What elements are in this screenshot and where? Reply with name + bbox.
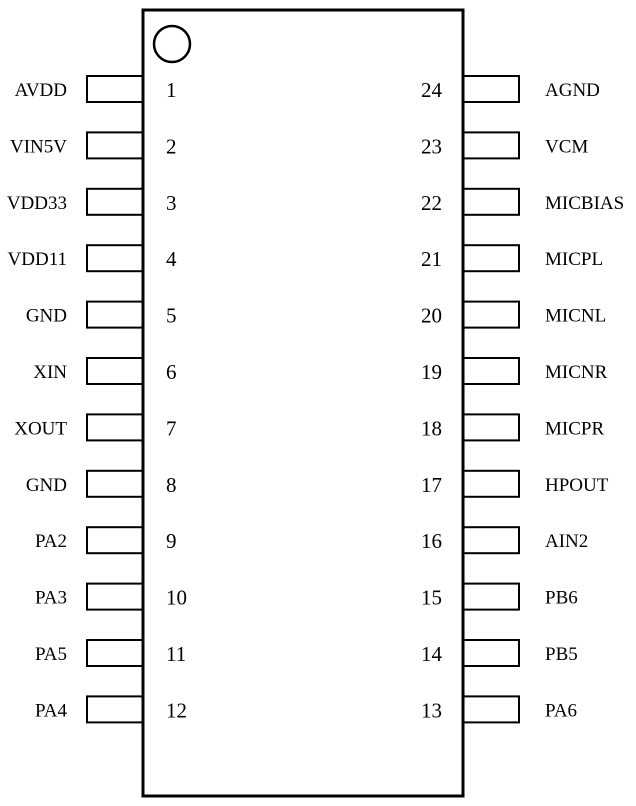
- pin-15: [421, 584, 578, 610]
- pin-name-label: AGND: [545, 80, 600, 101]
- pin-6: [33, 358, 176, 384]
- pin-name-label: MICPR: [545, 418, 605, 440]
- pin-lead: [463, 584, 519, 610]
- pin-11: [35, 640, 186, 666]
- pin-lead: [87, 302, 143, 328]
- pin-number-label: 10: [166, 585, 187, 610]
- pin-10: [35, 584, 187, 610]
- pin-number-label: 21: [421, 247, 442, 272]
- pin-name-label: PA2: [34, 531, 67, 553]
- pin-number-label: 23: [421, 134, 442, 159]
- pin-number-label: 14: [421, 642, 442, 666]
- pin-name-label: XIN: [33, 362, 67, 383]
- pin-number-label: 15: [421, 585, 442, 610]
- pin-name-label: AIN2: [545, 531, 589, 553]
- pin-22: [421, 189, 624, 215]
- pin-number-label: 12: [166, 698, 187, 723]
- pin-18: [421, 414, 604, 440]
- pin-name-label: AVDD: [14, 80, 67, 101]
- pin-lead: [87, 696, 143, 722]
- chip-body: [143, 10, 463, 796]
- pin-8: [26, 471, 177, 497]
- pin-number-label: 2: [166, 134, 177, 159]
- pin-7: [14, 414, 176, 440]
- pin-20: [421, 302, 606, 328]
- pin-number-label: 17: [421, 472, 442, 497]
- pin-1: [15, 76, 177, 102]
- pin-lead: [87, 358, 143, 384]
- pin-number-label: 19: [421, 360, 442, 384]
- pin-lead: [463, 471, 519, 497]
- pin-lead: [87, 132, 143, 158]
- pin-name-label: VIN5V: [10, 136, 67, 158]
- pin-14: [421, 640, 578, 666]
- pin-lead: [87, 414, 143, 440]
- pin-number-label: 16: [421, 529, 442, 554]
- pin-name-label: VDD11: [7, 249, 67, 271]
- pin-name-label: MICBIAS: [545, 192, 625, 214]
- pin-name-label: XOUT: [14, 418, 67, 440]
- pin-lead: [463, 189, 519, 215]
- pin-number-label: 20: [421, 303, 442, 328]
- pin-16: [421, 527, 588, 553]
- pin-lead: [87, 640, 143, 666]
- pin-13: [421, 696, 577, 722]
- pin-lead: [87, 189, 143, 215]
- pin-number-label: 9: [166, 529, 177, 554]
- pin-5: [26, 302, 177, 328]
- pin-name-label: PA3: [34, 587, 67, 609]
- pin-name-label: MICPL: [545, 249, 604, 271]
- pin-name-label: PA5: [34, 644, 67, 665]
- right-pin-column: [421, 76, 624, 722]
- pin-lead: [463, 245, 519, 271]
- pin-number-label: 1: [166, 78, 177, 102]
- pin-4: [8, 245, 177, 271]
- pin-name-label: PB6: [545, 587, 578, 609]
- pin-number-label: 6: [166, 360, 177, 384]
- pin-name-label: GND: [25, 305, 67, 327]
- pin-lead: [463, 302, 519, 328]
- pin-number-label: 22: [421, 190, 442, 215]
- pin-lead: [87, 76, 143, 102]
- pin-lead: [87, 527, 143, 553]
- pin-lead: [463, 640, 519, 666]
- pin-name-label: MICNL: [545, 305, 607, 327]
- pin-lead: [87, 245, 143, 271]
- pin-name-label: MICNR: [545, 362, 608, 383]
- pin-name-label: PB5: [545, 644, 578, 665]
- pin-lead: [463, 527, 519, 553]
- pin-9: [35, 527, 177, 553]
- pin-3: [7, 189, 177, 215]
- pin-lead: [463, 696, 519, 722]
- pin1-orientation-mark: [154, 26, 190, 62]
- pin-2: [10, 132, 177, 158]
- pin-name-label: PA4: [34, 700, 67, 722]
- pin-23: [421, 132, 588, 158]
- pin-name-label: PA6: [545, 700, 578, 722]
- pin-name-label: GND: [25, 474, 67, 496]
- pin-name-label: HPOUT: [545, 474, 609, 496]
- pin-name-label: VDD33: [6, 192, 67, 214]
- pin-number-label: 24: [421, 78, 442, 102]
- pin-12: [35, 696, 187, 722]
- pin-number-label: 8: [166, 472, 177, 497]
- left-pin-column: [7, 76, 187, 722]
- pin-lead: [87, 471, 143, 497]
- pin-lead: [463, 414, 519, 440]
- pin-number-label: 3: [166, 190, 177, 215]
- pin-number-label: 11: [166, 642, 187, 666]
- pin-21: [421, 245, 603, 271]
- pin-number-label: 18: [421, 416, 442, 441]
- pin-name-label: VCM: [545, 136, 589, 158]
- pin-lead: [87, 584, 143, 610]
- pin-lead: [463, 76, 519, 102]
- pin-24: [421, 76, 600, 102]
- pin-17: [421, 471, 609, 497]
- pin-number-label: 4: [166, 247, 177, 272]
- pin-lead: [463, 132, 519, 158]
- pin-number-label: 7: [166, 416, 177, 441]
- pin-19: [421, 358, 608, 384]
- pin-number-label: 5: [166, 303, 177, 328]
- pin-number-label: 13: [421, 698, 442, 723]
- pin-lead: [463, 358, 519, 384]
